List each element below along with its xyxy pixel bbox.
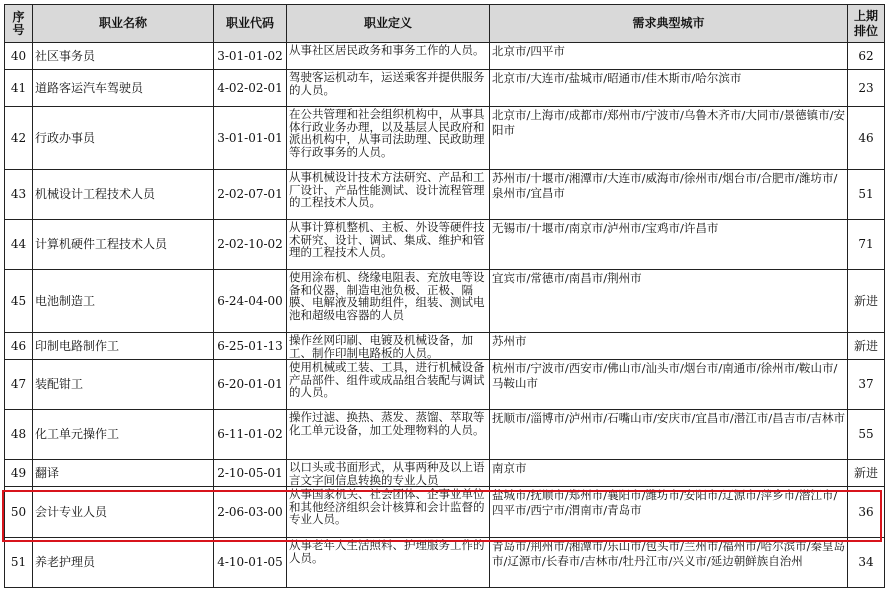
header-name: 职业名称: [33, 5, 214, 43]
row-definition: 从事社区居民政务和事务工作的人员。: [287, 43, 490, 70]
header-no: 序号: [5, 5, 33, 43]
row-occupation-name: 化工单元操作工: [33, 410, 214, 460]
row-occupation-name: 装配钳工: [33, 360, 214, 410]
row-cities: 北京市/四平市: [490, 43, 848, 70]
row-occupation-name: 行政办事员: [33, 107, 214, 170]
row-cities: 青岛市/荆州市/湘潭市/乐山市/包头市/兰州市/福州市/哈尔滨市/秦皇岛市/辽源市/长春市/吉林市/牡丹江市/兴义市/延边朝鲜族自治州: [490, 538, 848, 588]
row-no: 46: [5, 333, 33, 360]
row-no: 44: [5, 220, 33, 270]
header-definition: 职业定义: [287, 5, 490, 43]
row-occupation-code: 2-06-03-00: [214, 487, 287, 538]
row-previous-rank: 37: [848, 360, 885, 410]
row-definition: 在公共管理和社会组织机构中，从事具体行政业务办理，以及基层人民政府和派出机构中，从事司法助理、民政助理等行政事务的人员。: [287, 107, 490, 170]
row-previous-rank: 55: [848, 410, 885, 460]
row-definition: 驾驶客运机动车，运送乘客并提供服务的人员。: [287, 70, 490, 107]
row-occupation-code: 3-01-01-01: [214, 107, 287, 170]
row-no: 51: [5, 538, 33, 588]
row-no: 47: [5, 360, 33, 410]
row-no: 42: [5, 107, 33, 170]
row-previous-rank: 新进: [848, 333, 885, 360]
row-no: 48: [5, 410, 33, 460]
row-definition: 从事机械设计技术方法研究、产品和工厂设计、产品性能测试、设计流程管理的工程技术人员。: [287, 170, 490, 220]
table-row: [5, 70, 885, 107]
row-no: 41: [5, 70, 33, 107]
table-row: [5, 270, 885, 333]
row-occupation-name: 养老护理员: [33, 538, 214, 588]
table-row: [5, 410, 885, 460]
row-occupation-name: 社区事务员: [33, 43, 214, 70]
row-previous-rank: 23: [848, 70, 885, 107]
row-occupation-name: 机械设计工程技术人员: [33, 170, 214, 220]
row-occupation-code: 2-02-07-01: [214, 170, 287, 220]
row-occupation-name: 计算机硬件工程技术人员: [33, 220, 214, 270]
row-no: 43: [5, 170, 33, 220]
row-previous-rank: 36: [848, 487, 885, 538]
row-occupation-code: 6-25-01-13: [214, 333, 287, 360]
table-row: [5, 333, 885, 360]
row-occupation-code: 6-11-01-02: [214, 410, 287, 460]
row-definition: 以口头或书面形式，从事两种及以上语言文字间信息转换的专业人员: [287, 460, 490, 487]
row-definition: 从事国家机关、社会团体、企事业单位和其他经济组织会计核算和会计监督的专业人员。: [287, 487, 490, 538]
row-previous-rank: 46: [848, 107, 885, 170]
row-previous-rank: 62: [848, 43, 885, 70]
row-no: 45: [5, 270, 33, 333]
row-no: 49: [5, 460, 33, 487]
table-row: [5, 538, 885, 588]
row-no: 50: [5, 487, 33, 538]
row-occupation-name: 会计专业人员: [33, 487, 214, 538]
row-occupation-code: 2-02-10-02: [214, 220, 287, 270]
row-cities: 盐城市/抚顺市/郑州市/襄阳市/潍坊市/安阳市/辽源市/萍乡市/潜江市/四平市/西宁市/渭南市/青岛市: [490, 487, 848, 538]
row-previous-rank: 34: [848, 538, 885, 588]
row-occupation-code: 3-01-01-02: [214, 43, 287, 70]
table-row: [5, 170, 885, 220]
row-cities: 苏州市: [490, 333, 848, 360]
row-definition: 从事老年人生活照料、护理服务工作的人员。: [287, 538, 490, 588]
row-definition: 使用机械或工装、工具，进行机械设备产品部件、组件或成品组合装配与调试的人员。: [287, 360, 490, 410]
row-occupation-code: 6-20-01-01: [214, 360, 287, 410]
occupation-table: [4, 4, 885, 588]
row-previous-rank: 新进: [848, 460, 885, 487]
table-row: [5, 360, 885, 410]
row-previous-rank: 新进: [848, 270, 885, 333]
row-cities: 宜宾市/常德市/南昌市/荆州市: [490, 270, 848, 333]
row-no: 40: [5, 43, 33, 70]
row-cities: 杭州市/宁波市/西安市/佛山市/汕头市/烟台市/南通市/徐州市/鞍山市/马鞍山市: [490, 360, 848, 410]
row-cities: 无锡市/十堰市/南京市/泸州市/宝鸡市/许昌市: [490, 220, 848, 270]
row-occupation-name: 道路客运汽车驾驶员: [33, 70, 214, 107]
row-definition: 使用涂布机、绕缘电阻表、充放电等设备和仪器，制造电池负极、正极、隔膜、电解液及辅助组件，组装、测试电池和超级电容器的人员: [287, 270, 490, 333]
table-row: [5, 220, 885, 270]
row-occupation-name: 翻译: [33, 460, 214, 487]
table-row: [5, 460, 885, 487]
row-cities: 抚顺市/淄博市/泸州市/石嘴山市/安庆市/宜昌市/潜江市/昌吉市/吉林市: [490, 410, 848, 460]
row-occupation-name: 印制电路制作工: [33, 333, 214, 360]
header-rank: 上期排位: [848, 5, 885, 43]
row-occupation-code: 6-24-04-00: [214, 270, 287, 333]
row-occupation-name: 电池制造工: [33, 270, 214, 333]
header-code: 职业代码: [214, 5, 287, 43]
row-occupation-code: 4-10-01-05: [214, 538, 287, 588]
row-previous-rank: 51: [848, 170, 885, 220]
row-cities: 北京市/大连市/盐城市/昭通市/佳木斯市/哈尔滨市: [490, 70, 848, 107]
header-cities: 需求典型城市: [490, 5, 848, 43]
table-row: [5, 487, 885, 538]
row-previous-rank: 71: [848, 220, 885, 270]
row-cities: 南京市: [490, 460, 848, 487]
row-occupation-code: 4-02-02-01: [214, 70, 287, 107]
row-cities: 北京市/上海市/成都市/郑州市/宁波市/乌鲁木齐市/大同市/景德镇市/安阳市: [490, 107, 848, 170]
row-occupation-code: 2-10-05-01: [214, 460, 287, 487]
row-definition: 从事计算机整机、主板、外设等硬件技术研究、设计、调试、集成、维护和管理的工程技术人员。: [287, 220, 490, 270]
row-definition: 操作丝网印刷、电镀及机械设备，加工、制作印制电路板的人员。: [287, 333, 490, 360]
table-header-row: [5, 5, 885, 43]
row-cities: 苏州市/十堰市/湘潭市/大连市/威海市/徐州市/烟台市/合肥市/潍坊市/泉州市/宜昌市: [490, 170, 848, 220]
table-row: [5, 43, 885, 70]
row-definition: 操作过滤、换热、蒸发、蒸馏、萃取等化工单元设备，加工处理物料的人员。: [287, 410, 490, 460]
table-row: [5, 107, 885, 170]
